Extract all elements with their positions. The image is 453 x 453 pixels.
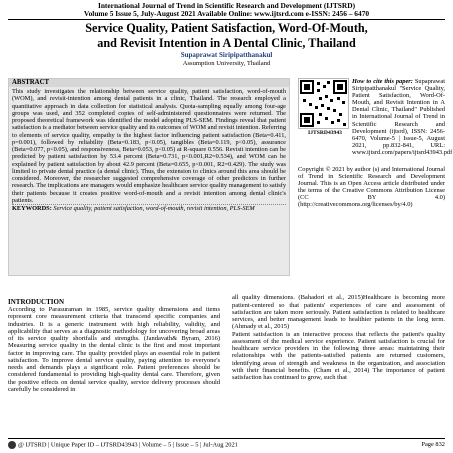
abstract-text: This study investigates the relationship between service quality, patient satisfaction, word-of-mouth (WOM), and revisit-intention among dental patients in a clinic, Thailand. The research employed a quantitative approach in data collection for statistical analysis. Quota-sampling equally among four-age groups was used, and 352 completed copies of self-administered questionnaires were returned. The proposed theoretical framework was identified the model adopting PLS-SEM. Findings reveal that patient satisfaction is a mediator between service quality and its outcomes of WOM and revisit intention. Referring to elements of service quality, empathy is the highest factor influencing patient satisfaction (Beta=0.411, p=0.001), followed by reliability (Beta=0.183, p<0.05), tangibles (Beta=0.119, p<0.05), assurance (Beta=0.077, p<0.05), and responsiveness, Beta=0.053, p<0.05) at R-square 0.556. Revisit intention can be predicted by patient satisfaction by 53.4 percent (Beta=0.731, p<0.001,R2=0.534), and WOM can be explained by patient satisfaction by about 42.9 percent (Beta=0.655, p<0.001, R2=0.429). The study was limited to private dental practice (a dental clinic). Thus, the extension to clinics around this area should be considered. Moreover, the researcher suggested comprehensive coverage of other predictors in further research. The implications are managers would emphasize healthcare service quality management to satisfy their patients because it creates positive word-of-mouth and a revisit intention among dental clinic's patients. bbox=[12, 88, 286, 204]
footer-paper-info: @ IJTSRD | Unique Paper ID – IJTSRD43943 | Volume – 5 | Issue – 5 | Jul-Aug 2021 bbox=[18, 441, 238, 449]
journal-title: International Journal of Trend in Scientific Research and Development (IJTSRD) bbox=[97, 1, 356, 10]
citation-panel bbox=[298, 78, 453, 274]
keywords-label: KEYWORDS: bbox=[12, 205, 52, 212]
intro-paragraph-left: According to Parasuraman in 1985, service quality dimensions and items represent core measurement criteria that transcend specific companies and industries. It is a generic instrument with high reliability, validity, and applicability that serves as a diagnostic methodology for uncovering broad areas of its service quality shortfalls and strengths. (Jandavath& Byram, 2016) Measuring service quality in the dental clinic is the first and most important factor in improving care. The quality provided plays an essential role in patient satisfaction. To improve dental service quality, paying attention to everyone's needs and demands plays a significant role. Patient preferences should be considered fundamental to providing high-quality dental care. Therefore, given the positive effects on dental service quality, service delivery processes should carefully be considered in bbox=[8, 306, 220, 393]
keywords-list: Service quality, patient satisfaction, word-of-mouth, revisit intention, PLS-SEM bbox=[51, 205, 255, 212]
paper-title-line2: and Revisit Intention in A Dental Clinic, Thailand bbox=[97, 36, 356, 51]
qr-code-icon[interactable] bbox=[298, 78, 349, 129]
intro-column-right bbox=[232, 287, 445, 389]
author-name: Supaprawat Siripipatthanakul bbox=[180, 51, 273, 60]
page-footer bbox=[8, 438, 445, 449]
how-to-cite bbox=[352, 78, 453, 156]
copyright-notice: Copyright © 2021 by author (s) and International Journal of Trend in Scientific Research and Development Journal. This is an Open Access article distributed under the terms of the Creative Commons Attribution License (CC BY 4.0) (http://creativecommons.org/licenses/by/4.0) bbox=[298, 166, 445, 209]
author-affiliation: Assumption University, Thailand bbox=[182, 60, 271, 68]
paper-title-line1: Service Quality, Patient Satisfaction, Word-Of-Mouth, bbox=[85, 21, 368, 36]
intro-paragraph-right: all quality dimensions. (Bahadori et al., 2015)Healthcare is becoming more patient-centered so that patients' experiences of care and assessment of satisfaction are taken more seriously. Patient satisfaction is related to healthcare services, and better management leads to healthier patients in the long term. (Ahmady et al., 2015) Patient satisfaction is an interactive process that reflects the patient's quality assessment of the medical service experience. Patient satisfaction is crucial for healthcare service providers in the following three areas: maintaining their relationships with the patients-satisfied patients are returned customers, identifying areas of strength and weakness in the organization, and association with their financial benefits. (Cham et al., 2014) The importance of patient satisfaction has continued to grow, such that bbox=[232, 294, 445, 381]
introduction-heading: INTRODUCTION bbox=[8, 298, 65, 306]
ijtsrd-logo-icon bbox=[8, 441, 16, 449]
journal-volume-line: Volume 5 Issue 5, July-August 2021 Available Online: www.ijtsrd.com e-ISSN: 2456 – 6470 bbox=[83, 9, 370, 19]
header-rule bbox=[8, 19, 445, 20]
how-to-cite-text: Supaprawat Siripipatthanakul "Service Quality, Patient Satisfaction, Word-Of-Mouth, and Revisit Intention in A Dental Clinic, Thailand" Published in International Journal of Trend in Scientific Research and Development (ijtsrd), ISSN: 2456-6470, Volume-5 | Issue-5, August 2021, pp.832-841, URL: www.ijtsrd.com/papers/ijtsrd43943.pdf bbox=[352, 78, 453, 156]
abstract-box bbox=[8, 78, 290, 276]
paper-id-label: IJTSRD43943 bbox=[308, 130, 342, 136]
abstract-heading: ABSTRACT bbox=[9, 79, 289, 87]
footer-page-number: Page 832 bbox=[421, 441, 445, 448]
paper-page bbox=[8, 1, 453, 451]
how-to-cite-label: How to cite this paper: bbox=[352, 78, 413, 85]
footer-left bbox=[8, 441, 238, 449]
keywords bbox=[9, 205, 289, 212]
intro-column-left bbox=[8, 298, 220, 393]
